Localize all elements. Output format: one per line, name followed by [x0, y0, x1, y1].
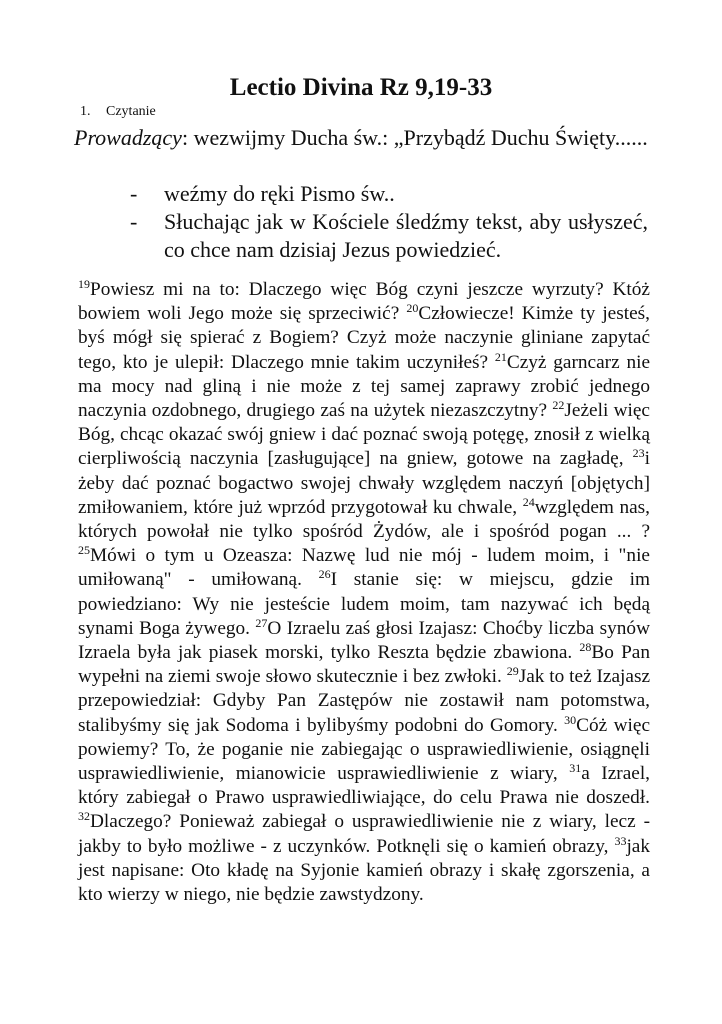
section-label: Czytanie [106, 104, 156, 119]
list-item [124, 180, 648, 208]
instruction-list [124, 180, 648, 264]
section-number: 1. [80, 104, 91, 119]
verse-number: 28 [579, 640, 592, 655]
verse-text: Czyż garncarz nie ma mocy nad gliną i nie może z tej samej zaprawy zrobić jednego naczynia ozdobnego, drugiego zaś na użytek niezaszczytny? [78, 351, 651, 422]
verse-number: 22 [552, 398, 565, 413]
page-title: Lectio Divina Rz 9,19-33 [229, 74, 493, 101]
verse-text: Powiesz mi na to: Dlaczego więc Bóg czyni jeszcze wyrzuty? Któż bowiem woli Jego może się sprzeciwić? [78, 279, 650, 325]
verse-text: Dlaczego? Ponieważ zabiegał o usprawiedliwienie nie z wiary, lecz - jakby to było możliwe - z uczynków. Potknęli się o kamień obrazy, [78, 811, 650, 857]
verse-number: 20 [406, 301, 419, 316]
verse-text: i żeby dać poznać bogactwo swojej chwały względem naczyń [objętych] zmiłowaniem, które już wprzód przygotował ku chwale, [78, 448, 650, 518]
verse-text: jak jest napisane: Oto kładę na Syjonie kamień obrazy i skałę zgorszenia, a kto wierzy w niego, nie będzie zawstydzony. [78, 835, 650, 906]
verse-number: 33 [614, 833, 627, 848]
bullet-marker: - [130, 181, 138, 206]
verse-number: 21 [494, 349, 507, 364]
leader-role: Prowadzący [74, 125, 182, 150]
verse-number: 32 [78, 809, 90, 824]
verse-number: 31 [569, 761, 582, 776]
verse-number: 26 [318, 567, 331, 582]
verse-text: O Izraelu zaś głosi Izajasz: Choćby liczba synów Izraela była jak piasek morski, tylko Reszta będzie zbawiona. [78, 617, 650, 664]
verse-number: 29 [506, 664, 519, 679]
verse-number: 27 [255, 615, 268, 630]
verse-text: Człowiecze! Kimże ty jesteś, byś mógł się spierać z Bogiem? Czyż może naczynie gliniane zapytać tego, kto je ulepił: Dlaczego mnie takim uczyniłeś? [78, 303, 650, 373]
verse [78, 811, 650, 856]
verse-number: 23 [632, 446, 645, 461]
verse-number: 24 [522, 494, 535, 509]
list-item-text: weźmy do ręki Pismo św.. [164, 181, 395, 206]
verse-text: Jak to też Izajasz przepowiedział: Gdyby Pan Zastępów nie zostawił nam potomstwa, stalibyśmy się jak Sodoma i bylibyśmy podobni do Gomory. [78, 666, 651, 736]
scripture-passage [78, 278, 650, 907]
verse-text: Bo Pan wypełni na ziemi swoje słowo skutecznie i bez zwłoki. [78, 642, 650, 688]
bullet-marker: - [130, 209, 138, 234]
verse-text: a Izrael, który zabiegał o Prawo usprawiedliwiające, do celu Prawa nie doszedł. [78, 763, 650, 809]
intro-paragraph [74, 124, 648, 152]
verse-text: Jeżeli więc Bóg, chcąc okazać swój gniew i dać poznać swoją potęgę, znosił z wielką cierpliwością naczynia [zasługujące] na gniew, gotowe na zagładę, [78, 400, 650, 470]
verse-number: 25 [78, 543, 90, 558]
intro-text: : wezwijmy Ducha św.: „Przybądź Duchu Święty...... [181, 125, 648, 150]
section-heading [80, 104, 156, 120]
verse-number: 19 [78, 277, 90, 291]
list-item-text: Słuchając jak w Kościele śledźmy tekst, aby usłyszeć, co chce nam dzisiaj Jezus powiedzieć. [164, 209, 648, 262]
verse-text: względem nas, których powołał nie tylko spośród Żydów, ale i spośród pogan ... ? [78, 496, 650, 543]
verse-text: I stanie się: w miejscu, gdzie im powiedziano: Wy nie jesteście ludem moim, tam nazywać ich będą synami Boga żywego. [78, 569, 650, 639]
verse-text: Cóż więc powiemy? To, że poganie nie zabiegając o usprawiedliwienie, osiągnęli usprawiedliwienie, mianowicie usprawiedliwienie z wiary, [78, 714, 650, 785]
verse-text: Mówi o tym u Ozeasza: Nazwę lud nie mój - ludem moim, i "nie umiłowaną" - umiłowaną. [78, 545, 650, 591]
list-item [124, 208, 648, 264]
verse-number: 30 [564, 712, 577, 727]
